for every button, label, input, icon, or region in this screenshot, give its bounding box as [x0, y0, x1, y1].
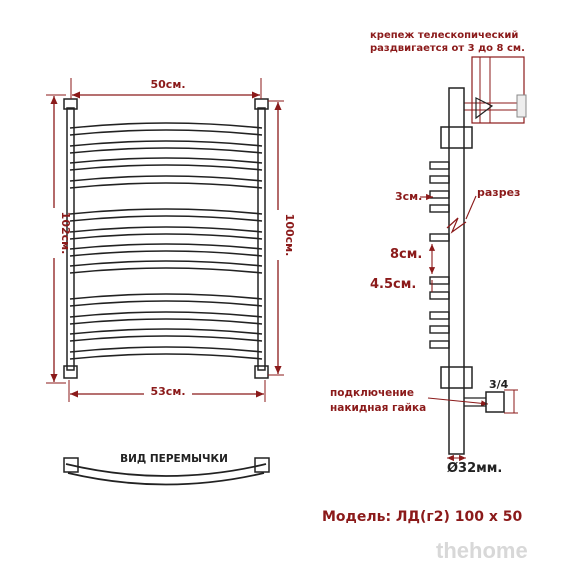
jumper-caption: ВИД ПЕРЕМЫЧКИ: [120, 453, 228, 465]
bracket-note-line1: крепеж телескопический: [370, 30, 519, 41]
mount-stub-bottom-right: [255, 366, 268, 378]
bottom-mount-block: [441, 367, 472, 388]
connection-line1: подключение: [330, 387, 415, 399]
gap-large-label: 8см.: [390, 247, 423, 262]
rung-stubs: [430, 162, 449, 348]
model-label: Модель: ЛД(г2) 100 х 50: [322, 509, 523, 525]
rung-stub: [430, 277, 449, 284]
rung-stub: [430, 234, 449, 241]
vertical-pipe: [449, 88, 464, 454]
mount-stub-bottom-left: [64, 366, 77, 378]
front-view: [46, 76, 296, 402]
rung: [70, 244, 262, 256]
pipe-diameter-label: Ø32мм.: [447, 461, 503, 476]
jumper-bar: [66, 464, 266, 485]
thread-label: 3/4: [489, 378, 509, 391]
right-height-label: 100см.: [283, 213, 296, 257]
gap-small-label: 4.5см.: [370, 277, 417, 292]
section-break: [447, 218, 466, 232]
bracket-note-line2: раздвигается от 3 до 8 см.: [370, 43, 525, 54]
connection-pointer: [428, 398, 488, 404]
rung: [70, 209, 262, 221]
section-label: разрез: [477, 186, 521, 199]
rung: [70, 141, 262, 153]
bottom-width-label: 53см.: [150, 385, 186, 398]
rung: [70, 312, 262, 324]
rung-stub: [430, 176, 449, 183]
rung-stub: [430, 162, 449, 169]
watermark: thehome: [436, 538, 528, 563]
top-width-label: 50см.: [150, 78, 186, 91]
wall-plate: [517, 95, 526, 117]
side-view: [330, 30, 526, 476]
top-mount-block: [441, 127, 472, 148]
jumper-view: [64, 453, 269, 485]
rung: [70, 176, 262, 188]
rung-stub: [430, 292, 449, 299]
rung: [70, 329, 262, 341]
rungs: [70, 123, 262, 359]
rung-thickness-label: 3см.: [395, 190, 423, 203]
rung-stub: [430, 326, 449, 333]
rung: [70, 123, 262, 135]
rung-stub: [430, 341, 449, 348]
rung: [70, 294, 262, 306]
left-height-label: 102см.: [59, 211, 72, 255]
rung: [70, 347, 262, 359]
connection-line2: накидная гайка: [330, 402, 427, 414]
rung-stub: [430, 312, 449, 319]
rung: [70, 227, 262, 239]
rung-stub: [430, 205, 449, 212]
rung: [70, 261, 262, 273]
section-pointer: [466, 196, 476, 219]
rung: [70, 158, 262, 170]
union-nut-icon: [486, 392, 504, 412]
